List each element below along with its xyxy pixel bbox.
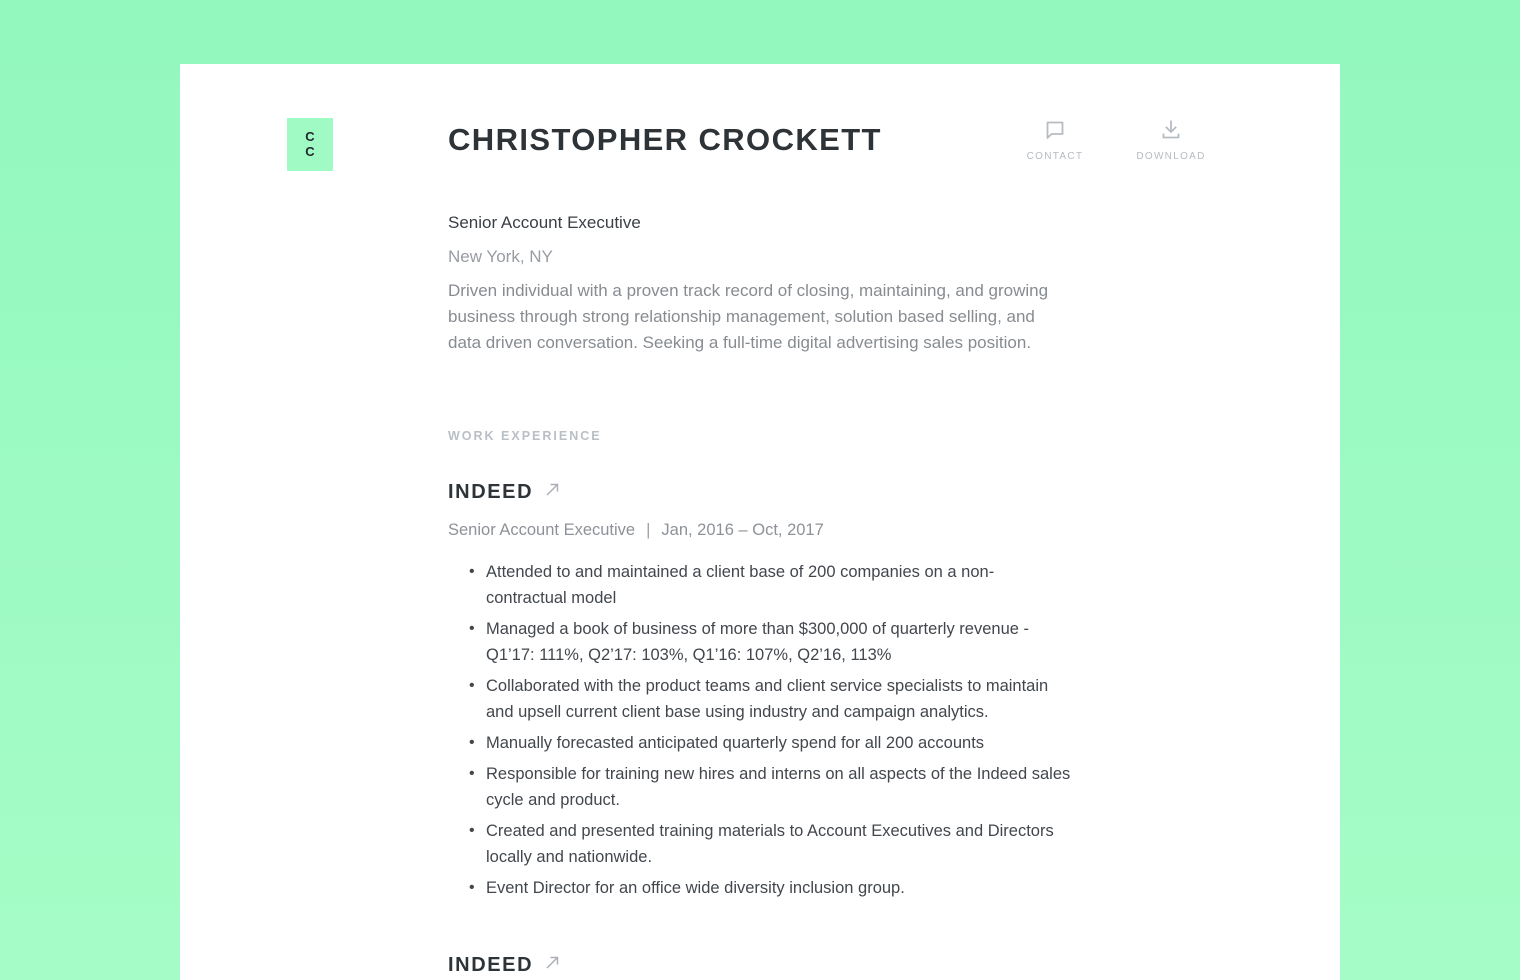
job-bullet: • Event Director for an office wide diversity inclusion group.	[486, 875, 1072, 901]
profile-location: New York, NY	[448, 247, 553, 266]
company-link-indeed-1[interactable]	[448, 480, 1072, 504]
profile-summary: Driven individual with a proven track record of closing, maintaining, and growing business through strong relationship management, solution based selling, and data driven conversation. Seeking a full-time digital advertising sales position.	[448, 281, 1049, 352]
download-button[interactable]	[1129, 118, 1213, 162]
job-bullet: • Manually forecasted anticipated quarterly spend for all 200 accounts	[486, 730, 1072, 756]
job-meta	[448, 518, 1072, 542]
company-name: INDEED	[448, 954, 534, 976]
contact-button[interactable]	[1013, 118, 1097, 162]
external-link-icon	[544, 481, 561, 503]
header-actions	[1013, 118, 1213, 162]
speech-bubble-icon	[1043, 118, 1067, 142]
logo-monogram	[287, 118, 333, 171]
company-name: INDEED	[448, 481, 534, 503]
job-bullet: • Responsible for training new hires and interns on all aspects of the Indeed sales cycle and product.	[486, 761, 1072, 813]
logo-initial-top: C	[305, 129, 315, 144]
job-bullet: • Managed a book of business of more than $300,000 of quarterly revenue - Q1’17: 111%, Q2’17: 103%, Q1’16: 107%, Q2’16, 113%	[486, 616, 1072, 668]
section-label-work-experience: WORK EXPERIENCE	[448, 429, 602, 443]
download-label: DOWNLOAD	[1136, 151, 1206, 162]
external-link-icon	[544, 954, 561, 976]
company-link-indeed-2[interactable]	[448, 953, 1072, 977]
job-bullet: • Created and presented training materials to Account Executives and Directors locally and nationwide.	[486, 818, 1072, 870]
job-bullet: • Attended to and maintained a client base of 200 companies on a non-contractual model	[486, 559, 1072, 611]
resume-card	[180, 64, 1340, 980]
download-icon	[1159, 118, 1183, 142]
resume-body	[448, 211, 1072, 977]
job-meta-role: Senior Account Executive	[448, 521, 636, 539]
logo-initial-bottom: C	[305, 144, 315, 159]
contact-label: CONTACT	[1026, 151, 1084, 162]
job-bullet-list	[448, 559, 1072, 901]
page-title: CHRISTOPHER CROCKETT	[448, 122, 882, 157]
job-meta-separator: |	[646, 521, 651, 539]
profile-job-title: Senior Account Executive	[448, 213, 641, 232]
job-meta-dates: Jan, 2016 – Oct, 2017	[661, 521, 824, 539]
job-bullet: • Collaborated with the product teams and client service specialists to maintain and upsell current client base using industry and campaign analytics.	[486, 673, 1072, 725]
